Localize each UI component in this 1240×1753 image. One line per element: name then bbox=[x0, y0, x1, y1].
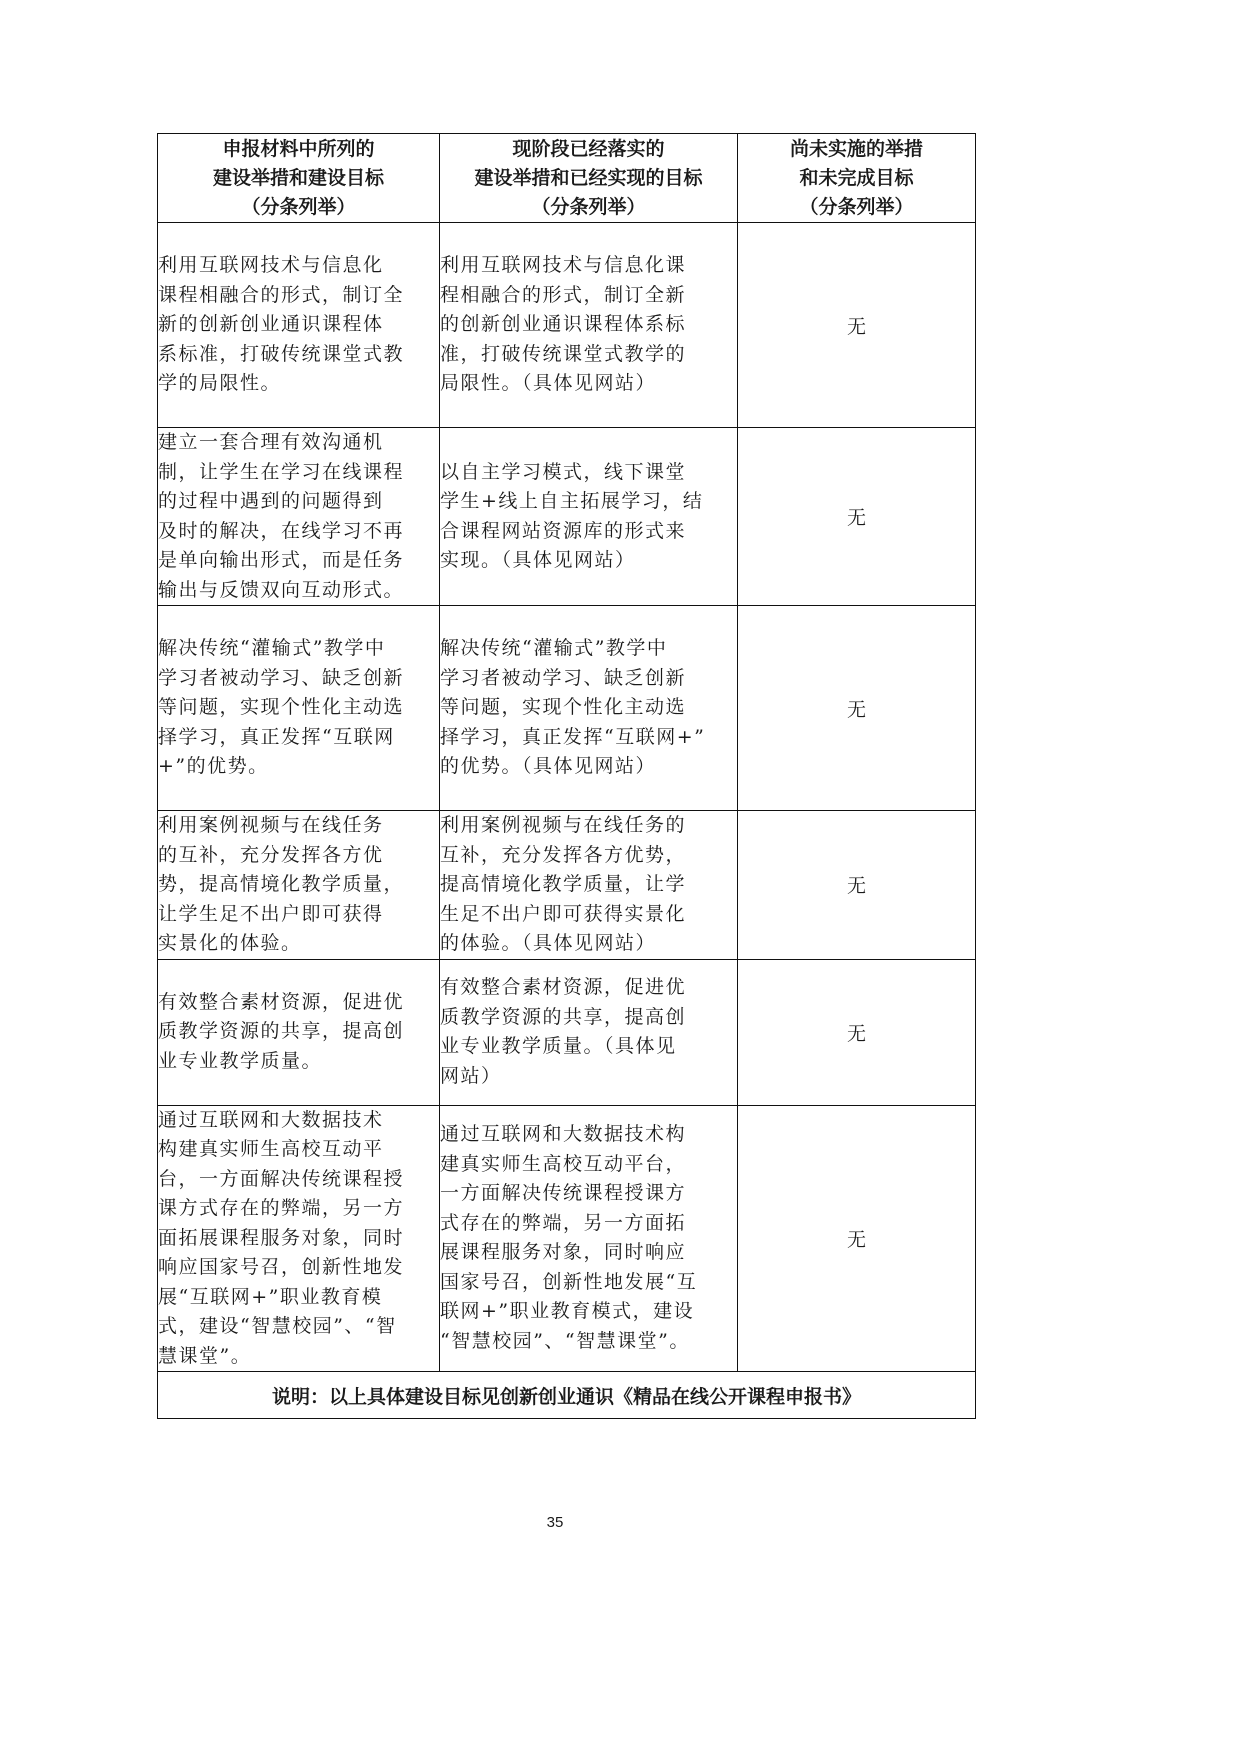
achieved-cell: 利用案例视频与在线任务的 互补，充分发挥各方优势， 提高情境化教学质量，让学 生足不出户即可获得实景化 的体验。（具体见网站） bbox=[440, 811, 738, 960]
achieved-cell: 利用互联网技术与信息化课 程相融合的形式，制订全新 的创新创业通识课程体系标 准，打破传统课堂式教学的 局限性。（具体见网站） bbox=[440, 223, 738, 428]
table-row bbox=[158, 1105, 976, 1372]
header-achieved: 现阶段已经落实的 建设举措和已经实现的目标 （分条列举） bbox=[440, 134, 738, 223]
header-row bbox=[158, 134, 976, 223]
planned-cell: 通过互联网和大数据技术 构建真实师生高校互动平 台，一方面解决传统课程授 课方式存在的弊端，另一方 面拓展课程服务对象，同时 响应国家号召，创新性地发 展“互联网+”职业教育模 式，建设“智慧校园”、“智 慧课堂”。 bbox=[158, 1105, 440, 1372]
header-pending: 尚未实施的举措 和未完成目标 （分条列举） bbox=[738, 134, 976, 223]
table-row bbox=[158, 811, 976, 960]
planned-cell: 建立一套合理有效沟通机 制，让学生在学习在线课程 的过程中遇到的问题得到 及时的解决，在线学习不再 是单向输出形式，而是任务 输出与反馈双向互动形式。 bbox=[158, 428, 440, 606]
planned-cell: 利用互联网技术与信息化 课程相融合的形式，制订全 新的创新创业通识课程体 系标准，打破传统课堂式教 学的局限性。 bbox=[158, 223, 440, 428]
pending-cell: 无 bbox=[738, 1105, 976, 1372]
planned-cell: 解决传统“灌输式”教学中 学习者被动学习、缺乏创新 等问题，实现个性化主动选 择学习，真正发挥“互联网 +”的优势。 bbox=[158, 606, 440, 811]
table-row bbox=[158, 428, 976, 606]
planned-cell: 利用案例视频与在线任务 的互补，充分发挥各方优 势，提高情境化教学质量， 让学生足不出户即可获得 实景化的体验。 bbox=[158, 811, 440, 960]
pending-cell: 无 bbox=[738, 428, 976, 606]
pending-cell: 无 bbox=[738, 811, 976, 960]
page-number: 35 bbox=[546, 1514, 564, 1531]
achieved-cell: 通过互联网和大数据技术构 建真实师生高校互动平台， 一方面解决传统课程授课方 式存在的弊端，另一方面拓 展课程服务对象，同时响应 国家号召，创新性地发展“互 联网+”职业教育模式，建设 “智慧校园”、“智慧课堂”。 bbox=[440, 1105, 738, 1372]
pending-cell: 无 bbox=[738, 959, 976, 1105]
pending-cell: 无 bbox=[738, 606, 976, 811]
planned-cell: 有效整合素材资源，促进优 质教学资源的共享，提高创 业专业教学质量。 bbox=[158, 959, 440, 1105]
goals-table bbox=[157, 133, 976, 1419]
achieved-cell: 解决传统“灌输式”教学中 学习者被动学习、缺乏创新 等问题，实现个性化主动选 择学习，真正发挥“互联网+” 的优势。（具体见网站） bbox=[440, 606, 738, 811]
pending-cell: 无 bbox=[738, 223, 976, 428]
achieved-cell: 有效整合素材资源，促进优 质教学资源的共享，提高创 业专业教学质量。（具体见 网站） bbox=[440, 959, 738, 1105]
note-row bbox=[158, 1372, 976, 1419]
table-row bbox=[158, 959, 976, 1105]
table-row bbox=[158, 606, 976, 811]
achieved-cell: 以自主学习模式，线下课堂 学生+线上自主拓展学习，结 合课程网站资源库的形式来 实现。（具体见网站） bbox=[440, 428, 738, 606]
note-text: 说明：以上具体建设目标见创新创业通识《精品在线公开课程申报书》 bbox=[158, 1372, 976, 1419]
header-planned: 申报材料中所列的 建设举措和建设目标 （分条列举） bbox=[158, 134, 440, 223]
table-row bbox=[158, 223, 976, 428]
